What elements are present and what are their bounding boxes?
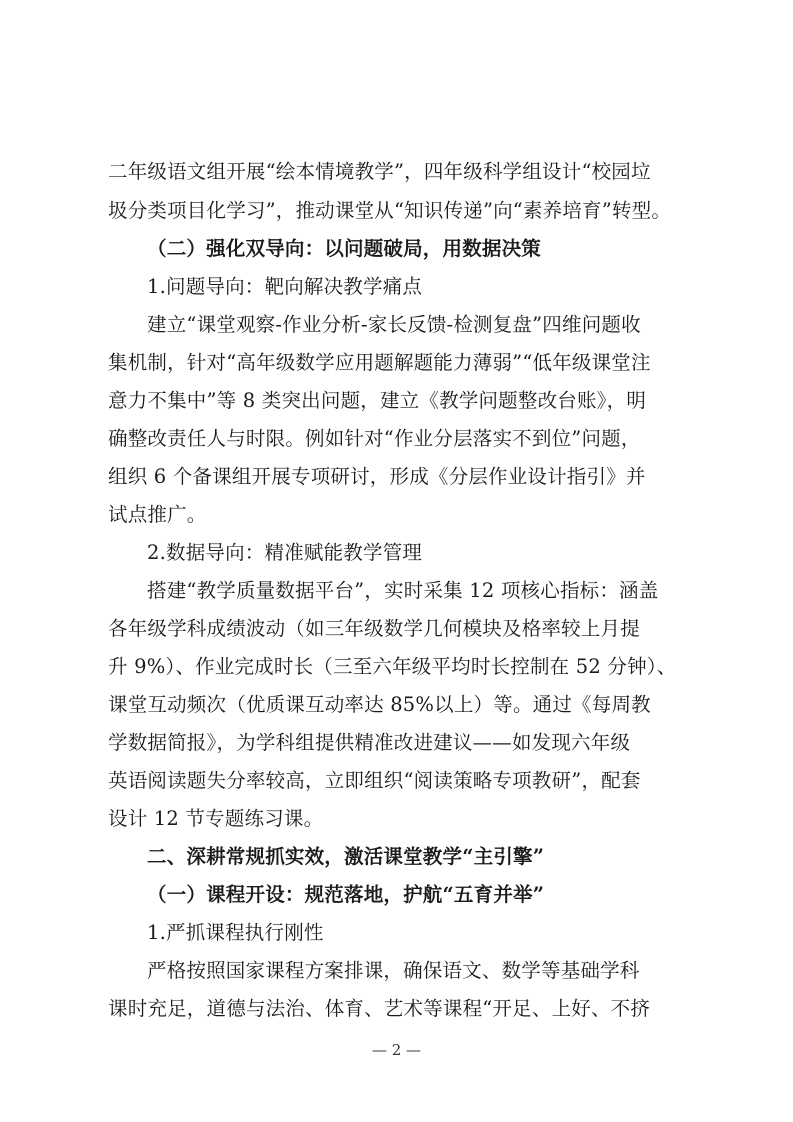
body-text-line: 圾分类项目化学习”，推动课堂从“知识传递”向“素养培育”转型。 <box>108 199 672 222</box>
body-text-line: 设计 12 节专题练习课。 <box>108 807 324 830</box>
body-text-line: 组织 6 个备课组开展专项研讨，形成《分层作业设计指引》并 <box>108 465 646 488</box>
paragraph-first-line: 严格按照国家课程方案排课，确保语文、数学等基础学科 <box>147 959 640 982</box>
body-text-line: 各年级学科成绩波动（如三年级数学几何模块及格率较上月提 <box>108 617 640 640</box>
numbered-subheading: 2.数据导向：精准赋能教学管理 <box>147 541 423 564</box>
body-text-line: 二年级语文组开展“绘本情境教学”，四年级科学组设计“校园垃 <box>108 160 651 183</box>
subsection-heading: （二）强化双导向：以问题破局，用数据决策 <box>147 237 542 260</box>
body-text-line: 试点推广。 <box>108 503 207 526</box>
paragraph-first-line: 建立“课堂观察-作业分析-家长反馈-检测复盘”四维问题收 <box>147 313 641 336</box>
body-text-line: 集机制，针对“高年级数学应用题解题能力薄弱”“低年级课堂注 <box>108 351 651 374</box>
paragraph-first-line: 搭建“教学质量数据平台”，实时采集 12 项核心指标：涵盖 <box>147 579 659 602</box>
body-text-line: 升 9%）、作业完成时长（三至六年级平均时长控制在 52 分钟）、 <box>108 655 677 678</box>
page-number: — 2 — <box>371 1041 422 1059</box>
body-text-line: 确整改责任人与时限。例如针对“作业分层落实不到位”问题， <box>108 427 641 450</box>
body-text-line: 意力不集中”等 8 类突出问题，建立《教学问题整改台账》，明 <box>108 389 647 412</box>
body-text-line: 学数据简报》，为学科组提供精准改进建议——如发现六年级 <box>108 731 631 754</box>
body-text-line: 英语阅读题失分率较高，立即组织“阅读策略专项教研”，配套 <box>108 769 641 792</box>
section-heading: 二、深耕常规抓实效，激活课堂教学“主引擎” <box>147 845 545 868</box>
body-text-line: 课堂互动频次（优质课互动率达 85%以上）等。通过《每周教 <box>108 693 651 716</box>
numbered-subheading: 1.严抓课程执行刚性 <box>147 921 324 944</box>
subsection-heading: （一）课程开设：规范落地，护航“五育并举” <box>147 883 545 906</box>
body-text-line: 课时充足，道德与法治、体育、艺术等课程“开足、上好、不挤 <box>108 997 651 1020</box>
numbered-subheading: 1.问题导向：靶向解决教学痛点 <box>147 275 423 298</box>
